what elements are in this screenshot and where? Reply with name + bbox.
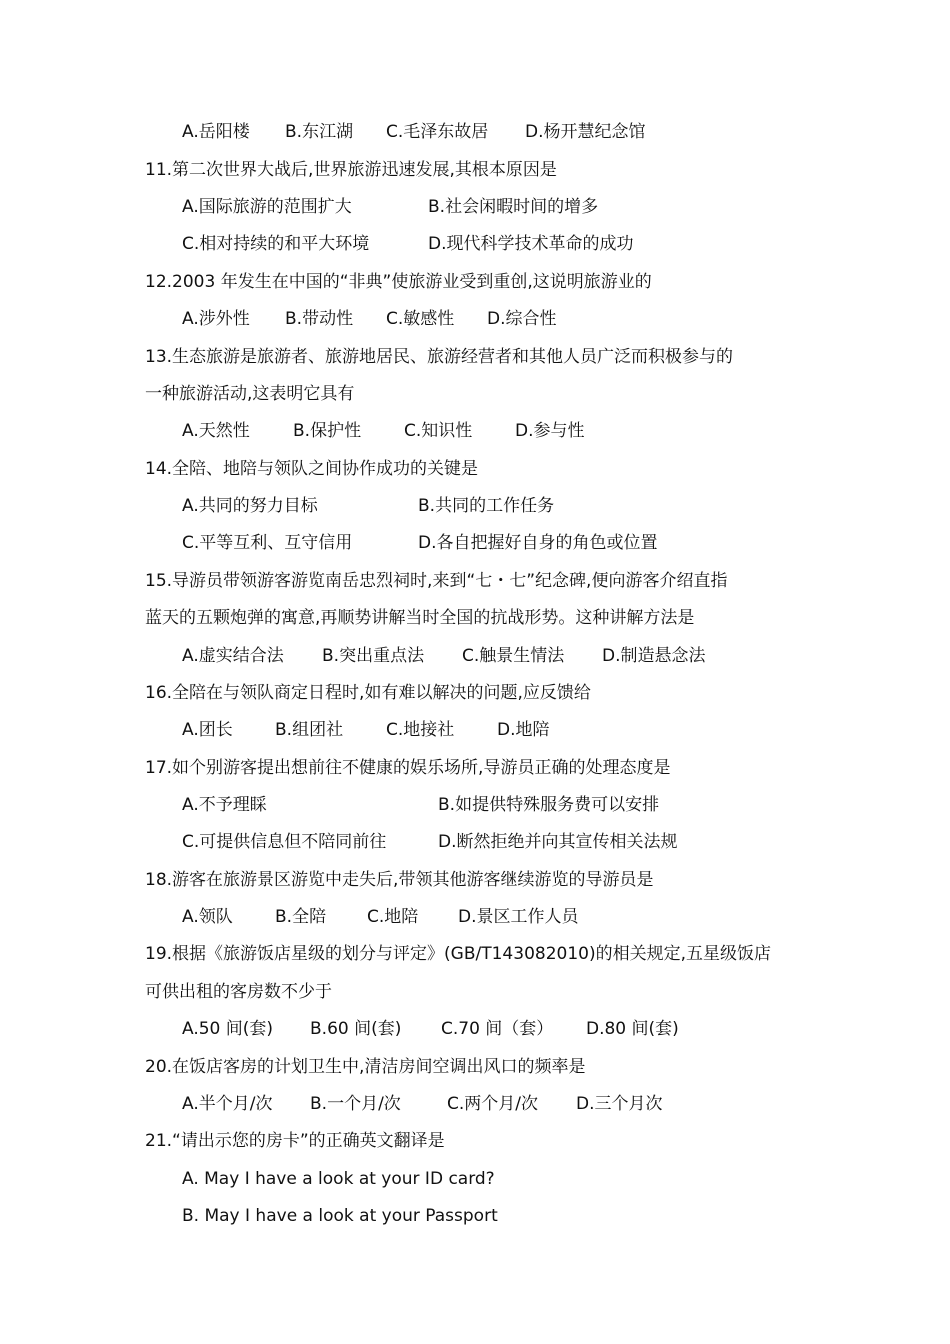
q21-option-a: A. May I have a look at your ID card?	[182, 1169, 495, 1189]
option: D.断然拒绝并向其宣传相关法规	[438, 832, 678, 852]
question-stem: 可供出租的客房数不少于	[145, 982, 332, 1002]
question-stem: 一种旅游活动,这表明它具有	[145, 384, 355, 404]
option: D.三个月次	[576, 1094, 663, 1114]
option: B.组团社	[275, 720, 344, 740]
option: A.岳阳楼	[182, 122, 250, 142]
option: D.综合性	[487, 309, 557, 329]
option: B.社会闲暇时间的增多	[428, 197, 599, 217]
option: C.敏感性	[386, 309, 455, 329]
question-stem: 16.全陪在与领队商定日程时,如有难以解决的问题,应反馈给	[145, 683, 591, 703]
q21-option-b: B. May I have a look at your Passport	[182, 1206, 498, 1226]
question-stem: 20.在饭店客房的计划卫生中,清洁房间空调出风口的频率是	[145, 1057, 586, 1077]
question-stem: 13.生态旅游是旅游者、旅游地居民、旅游经营者和其他人员广泛而积极参与的	[145, 347, 734, 367]
option: A.不予理睬	[182, 795, 267, 815]
option: B.带动性	[285, 309, 354, 329]
question-stem: 14.全陪、地陪与领队之间协作成功的关键是	[145, 459, 479, 479]
option: C.知识性	[404, 421, 473, 441]
option: A.团长	[182, 720, 233, 740]
question-stem: 12.2003 年发生在中国的“非典”使旅游业受到重创,这说明旅游业的	[145, 272, 652, 292]
option: A.共同的努力目标	[182, 496, 318, 516]
question-stem: 21.“请出示您的房卡”的正确英文翻译是	[145, 1131, 445, 1151]
question-stem: 17.如个别游客提出想前往不健康的娱乐场所,导游员正确的处理态度是	[145, 758, 671, 778]
option: B.全陪	[275, 907, 327, 927]
question-stem: 蓝天的五颗炮弹的寓意,再顺势讲解当时全国的抗战形势。这种讲解方法是	[145, 608, 695, 628]
option: B.60 间(套)	[310, 1019, 402, 1039]
option: D.现代科学技术革命的成功	[428, 234, 634, 254]
option: C.两个月/次	[447, 1094, 539, 1114]
option: D.杨开慧纪念馆	[525, 122, 646, 142]
option: C.相对持续的和平大环境	[182, 234, 370, 254]
option: D.参与性	[515, 421, 585, 441]
option: D.80 间(套)	[586, 1019, 679, 1039]
question-stem: 19.根据《旅游饭店星级的划分与评定》(GB/T143082010)的相关规定,五星级饭店	[145, 944, 771, 964]
question-stem: 18.游客在旅游景区游览中走失后,带领其他游客继续游览的导游员是	[145, 870, 654, 890]
option: D.制造悬念法	[602, 646, 706, 666]
option: D.地陪	[497, 720, 550, 740]
option: A.天然性	[182, 421, 250, 441]
option: B.一个月/次	[310, 1094, 401, 1114]
option: B.保护性	[293, 421, 362, 441]
option: B.突出重点法	[322, 646, 425, 666]
option: A.国际旅游的范围扩大	[182, 197, 352, 217]
option: C.毛泽东故居	[386, 122, 489, 142]
question-stem: 15.导游员带领游客游览南岳忠烈祠时,来到“七・七”纪念碑,便向游客介绍直指	[145, 571, 728, 591]
option: B.如提供特殊服务费可以安排	[438, 795, 660, 815]
option: C.平等互利、互守信用	[182, 533, 353, 553]
option: A.涉外性	[182, 309, 250, 329]
option: B.东江湖	[285, 122, 354, 142]
option: C.70 间（套）	[441, 1019, 554, 1039]
option: C.地陪	[367, 907, 419, 927]
option: A.领队	[182, 907, 233, 927]
option: C.触景生情法	[462, 646, 565, 666]
option: A.50 间(套)	[182, 1019, 274, 1039]
option: A.虚实结合法	[182, 646, 284, 666]
option: A.半个月/次	[182, 1094, 273, 1114]
option: C.可提供信息但不陪同前往	[182, 832, 387, 852]
option: D.各自把握好自身的角色或位置	[418, 533, 658, 553]
option: D.景区工作人员	[458, 907, 579, 927]
question-stem: 11.第二次世界大战后,世界旅游迅速发展,其根本原因是	[145, 160, 557, 180]
option: B.共同的工作任务	[418, 496, 555, 516]
option: C.地接社	[386, 720, 455, 740]
